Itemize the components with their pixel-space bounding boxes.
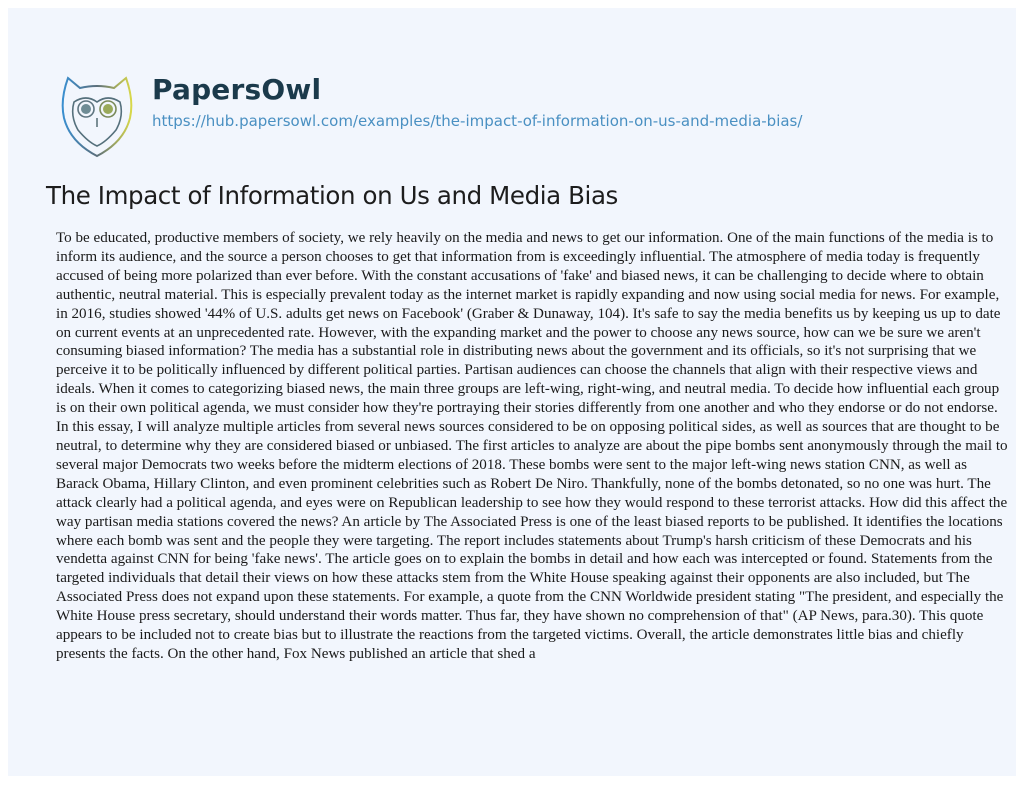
- owl-shield-icon: [58, 72, 136, 158]
- brand-header: [58, 72, 802, 158]
- brand-text: [152, 72, 802, 131]
- page-title: The Impact of Information on Us and Media Bias: [46, 181, 618, 210]
- essay-body: To be educated, productive members of society, we rely heavily on the media and news to get our information. One of the main functions of the media is to inform its audience, and the source a person chooses to get that information from is exceedingly influential. The atmosphere of media today is frequently accused of being more polarized than ever before. With the constant accusations of 'fake' and biased news, it can be challenging to decide where to obtain authentic, neutral material. This is especially prevalent today as the internet market is rapidly expanding and now using social media for news. For example, in 2016, studies showed '44% of U.S. adults get news on Facebook' (Graber & Dunaway, 104). It's safe to say the media benefits us by keeping us up to date on current events at an unprecedented rate. However, with the expanding market and the power to choose any news source, how can we be sure we aren't consuming biased information? The media has a substantial role in distributing news about the government and its officials, so it's not surprising that we perceive it to be politically influenced by different political parties. Partisan audiences can choose the channels that align with their respective views and ideals. When it comes to categorizing biased news, the main three groups are left-wing, right-wing, and neutral media. To decide how influential each group is on their own political agenda, we must consider how they're portraying their stories differently from one another and who they endorse or do not endorse. In this essay, I will analyze multiple articles from several news sources considered to be on opposing political sides, as well as sources that are thought to be neutral, to determine why they are considered biased or unbiased. The first articles to analyze are about the pipe bombs sent anonymously through the mail to several major Democrats two weeks before the midterm elections of 2018. These bombs were sent to the major left-wing news station CNN, as well as Barack Obama, Hillary Clinton, and even prominent celebrities such as Robert De Niro. Thankfully, none of the bombs detonated, so no one was hurt. The attack clearly had a political agenda, and eyes were on Republican leadership to see how they would respond to these terrorist attacks. How did this affect the way partisan media stations covered the news? An article by The Associated Press is one of the least biased reports to be published. It identifies the locations where each bomb was sent and the people they were targeting. The report includes statements about Trump's harsh criticism of these Democrats and his vendetta against CNN for being 'fake news'. The article goes on to explain the bombs in detail and how each was intercepted or found. Statements from the targeted individuals that detail their views on how these attacks stem from the White House speaking against their opponents are also included, but The Associated Press does not expand upon these statements. For example, a quote from the CNN Worldwide president stating "The president, and especially the White House press secretary, should understand their words matter. Thus far, they have shown no comprehension of that" (AP News, para.30). This quote appears to be included not to create bias but to illustrate the reactions from the targeted victims. Overall, the article demonstrates little bias and chiefly presents the facts. On the other hand, Fox News published an article that shed a: [56, 230, 1008, 662]
- page-panel: [8, 8, 1016, 776]
- brand-name: PapersOwl: [152, 73, 322, 106]
- source-url-link[interactable]: https://hub.papersowl.com/examples/the-impact-of-information-on-us-and-media-bias/: [152, 112, 803, 130]
